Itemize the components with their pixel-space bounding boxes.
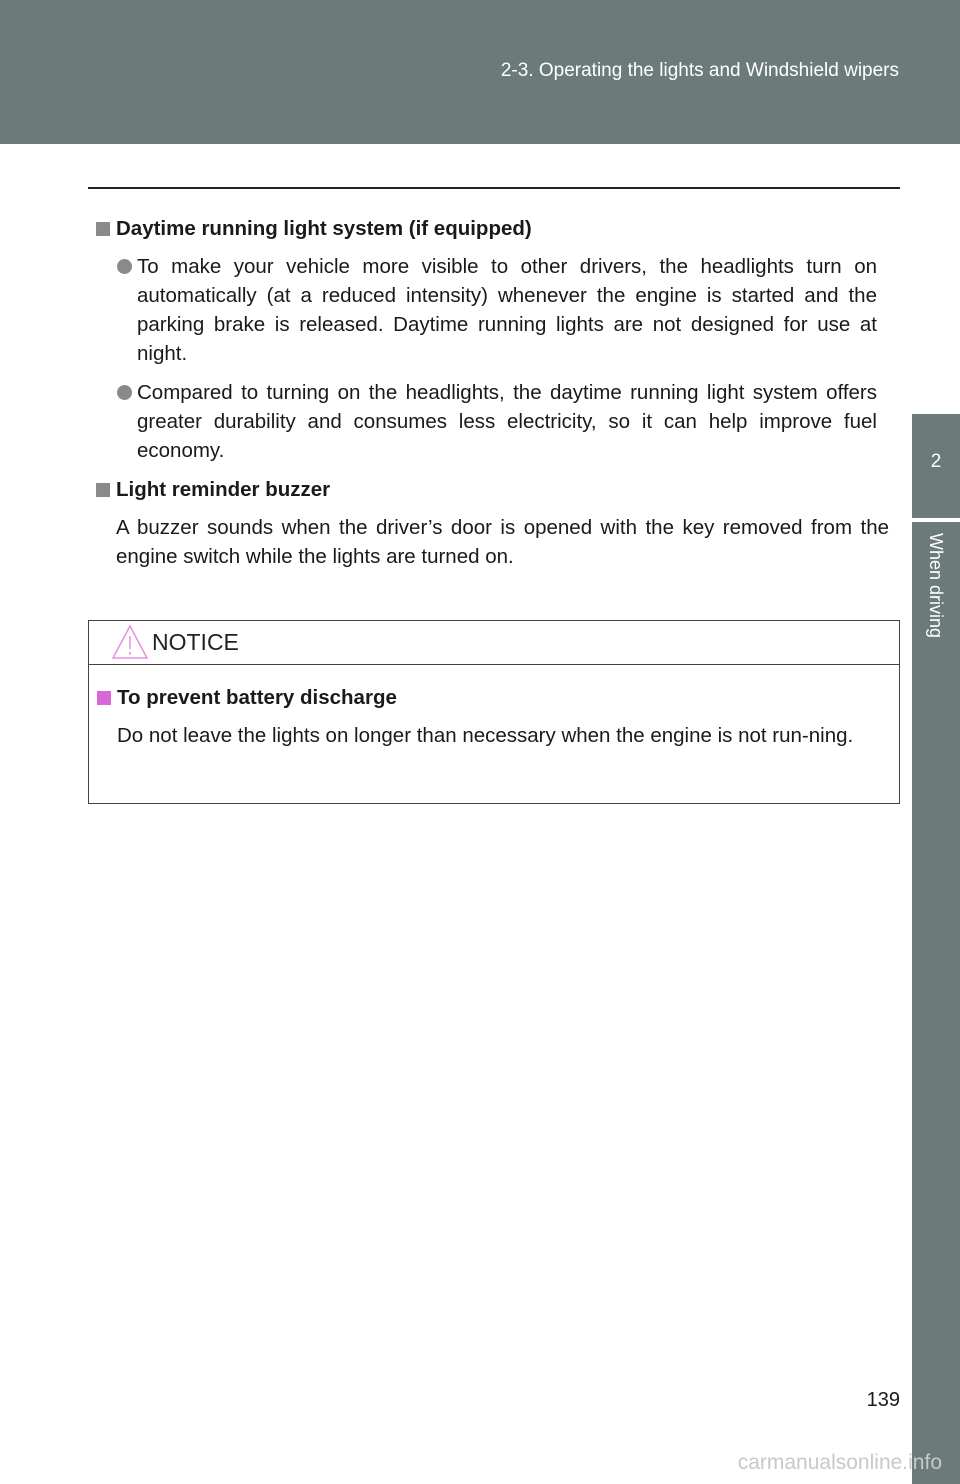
- square-bullet-icon: [96, 222, 110, 236]
- watermark: carmanualsonline.info: [737, 1451, 942, 1474]
- header-bar: [0, 0, 960, 144]
- heading-text: To prevent battery discharge: [117, 686, 397, 709]
- circle-bullet-icon: [117, 385, 132, 400]
- square-bullet-icon: [97, 691, 111, 705]
- heading-text: Daytime running light system (if equipped): [116, 217, 532, 240]
- chapter-tab-strip: [912, 522, 960, 1484]
- notice-header: [89, 621, 899, 665]
- page-number: 139: [866, 1389, 900, 1411]
- notice-box: [88, 620, 900, 804]
- section-heading: [96, 475, 889, 504]
- section-paragraph: A buzzer sounds when the driver’s door is opened with the key removed from the engine switch while the lights are turned on.: [116, 516, 889, 568]
- section-title: 2-3. Operating the lights and Windshield wipers: [500, 60, 899, 81]
- list-item-text: Compared to turning on the headlights, the daytime running light system offers greater durability and consumes less electricity, so it can help improve fuel economy.: [137, 381, 877, 462]
- chapter-tab: [912, 414, 960, 518]
- notice-paragraph: Do not leave the lights on longer than necessary when the engine is not run-ning.: [117, 724, 854, 747]
- header-rule: [88, 187, 900, 189]
- list-item-text: To make your vehicle more visible to other drivers, the headlights turn on automatically (at a reduced intensity) whenever the engine is started and the parking brake is released. Daytime running lights are not designed for use at night.: [137, 255, 877, 365]
- notice-title: NOTICE: [152, 629, 239, 655]
- list-item: [117, 252, 889, 368]
- notice-body: [97, 683, 889, 750]
- section-heading: [96, 214, 889, 243]
- main-content: [96, 214, 889, 571]
- heading-text: Light reminder buzzer: [116, 478, 331, 501]
- square-bullet-icon: [96, 483, 110, 497]
- list-item: [117, 378, 889, 465]
- warning-triangle-icon: [111, 623, 149, 661]
- chapter-number: 2: [930, 451, 942, 472]
- circle-bullet-icon: [117, 259, 132, 274]
- chapter-label: When driving: [926, 533, 946, 639]
- notice-heading: [97, 683, 889, 712]
